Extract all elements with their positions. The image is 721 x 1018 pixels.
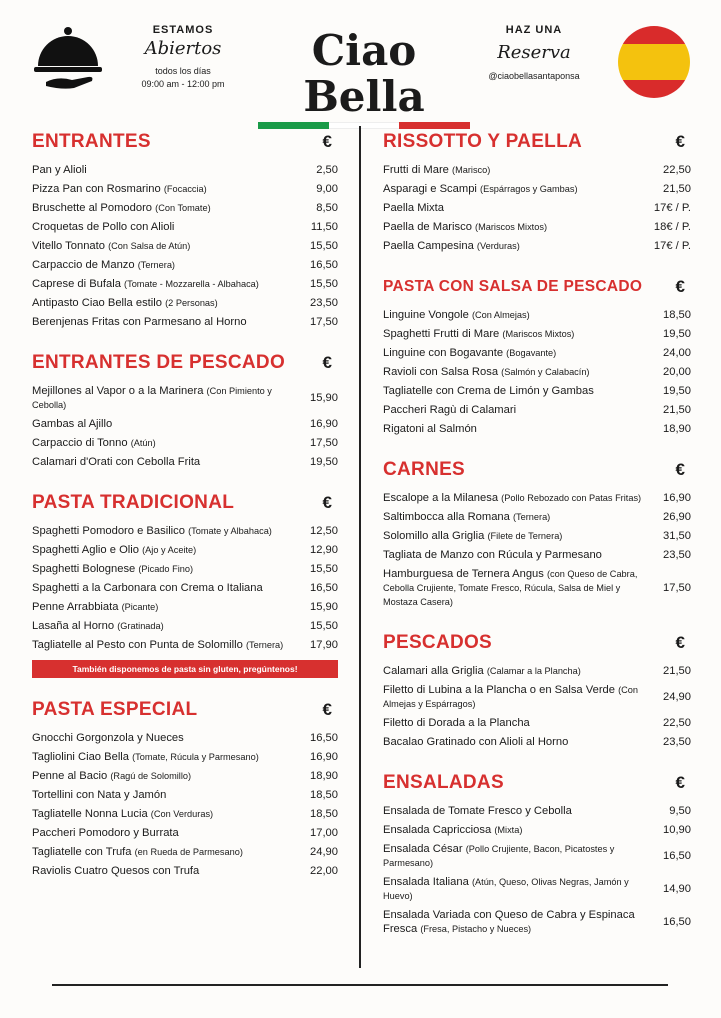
item-name: Mejillones al Vapor o a la Marinera	[32, 384, 204, 397]
item-note: (Con Verduras)	[150, 808, 214, 819]
item-name: Spaghetti Bolognese	[32, 562, 136, 575]
item-name: Antipasto Ciao Bella estilo	[32, 296, 162, 309]
item-name: Raviolis Cuatro Quesos con Trufa	[32, 864, 200, 877]
item-note: (Focaccia)	[163, 183, 207, 194]
section-title: ENTRANTES	[32, 131, 151, 152]
menu-item	[32, 559, 338, 578]
item-price: 8,50	[316, 201, 338, 214]
item-note: (Filete de Ternera)	[487, 530, 563, 541]
item-name: Paccheri Ragù di Calamari	[383, 403, 517, 416]
menu-item	[383, 305, 691, 324]
item-note: (2 Personas)	[165, 297, 218, 308]
section-title: CARNES	[383, 459, 466, 480]
item-note: (en Rueda de Parmesano)	[134, 846, 243, 857]
item-note: (Con Salsa de Atún)	[108, 240, 191, 251]
item-name: Solomillo alla Griglia	[383, 529, 485, 542]
item-name: Tagliatelle Nonna Lucia	[32, 807, 148, 820]
item-name: Paccheri Pomodoro y Burrata	[32, 826, 179, 839]
item-name: Vitello Tonnato	[32, 239, 105, 252]
menu-item	[32, 616, 338, 635]
section-title: RISSOTTO Y PAELLA	[383, 131, 583, 152]
item-price: 17,00	[310, 826, 338, 839]
section-header	[383, 128, 691, 156]
reservation-block	[474, 24, 594, 81]
menu-item	[383, 526, 691, 545]
item-note: (Picante)	[121, 601, 159, 612]
menu-item	[32, 160, 338, 179]
menu-item	[32, 842, 338, 861]
item-note: (Marisco)	[452, 164, 491, 175]
menu-item	[383, 564, 691, 611]
item-name: Ensalada de Tomate Fresco y Cebolla	[383, 804, 572, 817]
menu-item	[32, 217, 338, 236]
item-name: Ensalada Variada con Queso de Cabra y Espinaca Fresca	[383, 908, 635, 935]
menu-item	[383, 400, 691, 419]
item-price: 17€ / P.	[653, 239, 691, 252]
item-price: 19,50	[663, 327, 691, 340]
item-name: Paella Mixta	[383, 201, 444, 214]
item-note: (con Queso de Cabra, Cebolla Crujiente, Tomate Fresco, Rúcula, Salsa de Miel y Mostaza Casera)	[383, 568, 638, 607]
menu-item	[383, 362, 691, 381]
item-price: 2,50	[316, 163, 338, 176]
euro-icon: €	[675, 460, 685, 479]
section-title: PASTA CON SALSA DE PESCADO	[383, 278, 643, 295]
item-name: Paella Campesina	[383, 239, 474, 252]
menu-item	[383, 381, 691, 400]
item-name: Spaghetti Frutti di Mare	[383, 327, 500, 340]
item-note: (Verduras)	[476, 240, 520, 251]
section-title: PESCADOS	[383, 632, 493, 653]
item-price: 22,00	[310, 864, 338, 877]
item-price: 16,50	[663, 915, 691, 928]
item-price: 17,50	[663, 581, 691, 594]
item-price: 15,50	[310, 239, 338, 252]
item-name: Frutti di Mare	[383, 163, 449, 176]
reserve-script-label: Reserva	[497, 42, 571, 63]
column-divider	[359, 126, 361, 968]
euro-icon: €	[322, 132, 332, 151]
menu-item	[32, 635, 338, 654]
item-note: (Pollo Rebozado con Patas Fritas)	[501, 492, 642, 503]
section-header	[32, 696, 338, 724]
menu-item	[383, 661, 691, 680]
item-name: Carpaccio di Tonno	[32, 436, 128, 449]
item-name: Tagliata de Manzo con Rúcula y Parmesano	[383, 548, 602, 561]
item-price: 12,90	[310, 543, 338, 556]
section-header	[383, 769, 691, 797]
menu-header	[0, 0, 721, 121]
item-note: (Atún)	[130, 437, 156, 448]
menu-item	[383, 507, 691, 526]
section-title: ENSALADAS	[383, 772, 504, 793]
section-ensaladas	[383, 769, 691, 938]
section-header	[32, 349, 338, 377]
item-name: Tagliolini Ciao Bella	[32, 750, 130, 763]
euro-icon: €	[322, 493, 332, 512]
item-note: (Con Almejas y Espárragos)	[383, 684, 639, 709]
bottom-rule	[52, 984, 668, 986]
right-column	[383, 128, 691, 956]
menu-item	[383, 872, 691, 905]
menu-item	[32, 804, 338, 823]
item-name: Penne Arrabbiata	[32, 600, 119, 613]
item-name: Linguine Vongole	[383, 308, 469, 321]
brand	[256, 28, 472, 129]
item-note: (Bogavante)	[506, 347, 557, 358]
item-note: (Fresa, Pistacho y Nueces)	[420, 923, 532, 934]
menu-item	[383, 839, 691, 872]
gluten-free-banner: También disponemos de pasta sin gluten, pregúntenos!	[32, 660, 338, 678]
item-price: 23,50	[663, 548, 691, 561]
opening-hours	[128, 24, 238, 91]
left-column	[32, 128, 338, 898]
item-name: Tagliatelle con Trufa	[32, 845, 132, 858]
item-name: Ensalada Capricciosa	[383, 823, 492, 836]
section-pescados	[383, 629, 691, 751]
item-price: 21,50	[663, 664, 691, 677]
menu-item	[32, 540, 338, 559]
open-top-label: ESTAMOS	[152, 24, 214, 36]
item-name: Bruschette al Pomodoro	[32, 201, 153, 214]
section-entrantes-de-pescado	[32, 349, 338, 471]
menu-item	[32, 236, 338, 255]
item-note: (Ternera)	[245, 639, 284, 650]
item-price: 11,50	[310, 220, 338, 233]
section-header	[383, 629, 691, 657]
menu-item	[32, 747, 338, 766]
item-note: (Tomate y Albahaca)	[188, 525, 272, 536]
item-name: Carpaccio de Manzo	[32, 258, 135, 271]
menu-item	[383, 217, 691, 236]
euro-icon: €	[322, 353, 332, 372]
item-price: 15,50	[310, 562, 338, 575]
item-price: 26,90	[663, 510, 691, 523]
item-name: Ravioli con Salsa Rosa	[383, 365, 499, 378]
item-price: 24,90	[663, 690, 691, 703]
item-price: 14,90	[663, 882, 691, 895]
open-script-label: Abiertos	[144, 38, 222, 59]
item-price: 22,50	[663, 163, 691, 176]
item-price: 21,50	[663, 182, 691, 195]
menu-item	[383, 488, 691, 507]
menu-item	[32, 414, 338, 433]
item-price: 16,50	[310, 581, 338, 594]
item-name: Penne al Bacio	[32, 769, 108, 782]
item-note: (Ajo y Aceite)	[142, 544, 197, 555]
item-price: 10,90	[663, 823, 691, 836]
brand-name: Ciao Bella	[303, 26, 425, 121]
item-name: Ensalada César	[383, 842, 463, 855]
menu-item	[32, 198, 338, 217]
item-name: Spaghetti Aglio e Olio	[32, 543, 139, 556]
menu-item	[383, 198, 691, 217]
menu-item	[32, 255, 338, 274]
item-note: (Tomate - Mozzarella - Albahaca)	[124, 278, 259, 289]
item-price: 18,90	[310, 769, 338, 782]
menu-item	[383, 905, 691, 938]
menu-item	[383, 801, 691, 820]
item-price: 18,90	[663, 422, 691, 435]
item-price: 12,50	[310, 524, 338, 537]
item-name: Gambas al Ajillo	[32, 417, 113, 430]
item-note: (Ternera)	[137, 259, 175, 270]
item-name: Spaghetti a la Carbonara con Crema o Italiana	[32, 581, 263, 594]
item-price: 17,50	[310, 436, 338, 449]
menu-item	[32, 521, 338, 540]
item-price: 16,90	[663, 491, 691, 504]
item-price: 16,50	[310, 731, 338, 744]
menu-item	[32, 861, 338, 880]
item-note: (Con Pimiento y Cebolla)	[32, 385, 272, 410]
item-note: (Pollo Crujiente, Bacon, Picatostes y Parmesano)	[383, 843, 615, 868]
euro-icon: €	[322, 700, 332, 719]
section-rissotto-y-paella	[383, 128, 691, 255]
section-title: PASTA TRADICIONAL	[32, 492, 235, 513]
menu-item	[32, 381, 338, 414]
item-name: Filetto di Dorada a la Plancha	[383, 716, 530, 729]
item-price: 21,50	[663, 403, 691, 416]
item-name: Spaghetti Pomodoro e Basilico	[32, 524, 185, 537]
item-price: 23,50	[663, 735, 691, 748]
section-header	[32, 489, 338, 517]
item-name: Linguine con Bogavante	[383, 346, 504, 359]
menu-item	[32, 785, 338, 804]
item-name: Caprese di Bufala	[32, 277, 121, 290]
euro-icon: €	[675, 132, 685, 151]
menu-item	[383, 419, 691, 438]
item-name: Croquetas de Pollo con Alioli	[32, 220, 175, 233]
item-price: 9,00	[316, 182, 338, 195]
item-note: (Tomate, Rúcula y Parmesano)	[132, 751, 259, 762]
item-price: 17,50	[310, 315, 338, 328]
section-header	[383, 456, 691, 484]
item-note: (Gratinada)	[117, 620, 164, 631]
item-note: (Picado Fino)	[138, 563, 194, 574]
item-price: 24,90	[310, 845, 338, 858]
item-name: Bacalao Gratinado con Alioli al Horno	[383, 735, 569, 748]
menu-item	[32, 823, 338, 842]
item-name: Saltimbocca alla Romana	[383, 510, 510, 523]
section-entrantes	[32, 128, 338, 331]
item-price: 22,50	[663, 716, 691, 729]
item-price: 16,50	[663, 849, 691, 862]
item-price: 18,50	[310, 807, 338, 820]
item-note: (Espárragos y Gambas)	[480, 183, 578, 194]
item-price: 24,00	[663, 346, 691, 359]
menu-item	[32, 433, 338, 452]
item-price: 16,50	[310, 258, 338, 271]
section-title: PASTA ESPECIAL	[32, 699, 198, 720]
item-price: 18,50	[663, 308, 691, 321]
item-price: 19,50	[663, 384, 691, 397]
item-note: (Ragú de Solomillo)	[110, 770, 192, 781]
item-name: Berenjenas Fritas con Parmesano al Horno	[32, 315, 247, 328]
item-price: 19,50	[310, 455, 338, 468]
item-price: 17€ / P.	[653, 201, 691, 214]
item-note: (Mixta)	[494, 824, 523, 835]
section-carnes	[383, 456, 691, 611]
instagram-handle[interactable]: @ciaobellasantaponsa	[488, 71, 580, 81]
menu-item	[32, 578, 338, 597]
item-name: Calamari d'Orati con Cebolla Frita	[32, 455, 201, 468]
menu-item	[383, 732, 691, 751]
item-name: Tagliatelle al Pesto con Punta de Solomillo	[32, 638, 243, 651]
item-price: 16,90	[310, 417, 338, 430]
item-note: (Salmón y Calabacín)	[501, 366, 590, 377]
item-price: 31,50	[663, 529, 691, 542]
item-price: 15,90	[310, 600, 338, 613]
item-note: (Mariscos Mixtos)	[502, 328, 575, 339]
item-name: Pizza Pan con Rosmarino	[32, 182, 161, 195]
item-name: Tagliatelle con Crema de Limón y Gambas	[383, 384, 594, 397]
euro-icon: €	[675, 773, 685, 792]
item-name: Paella de Marisco	[383, 220, 472, 233]
menu-item	[383, 343, 691, 362]
section-pasta-especial	[32, 696, 338, 880]
item-note: (Calamar a la Plancha)	[486, 665, 581, 676]
item-price: 15,50	[310, 277, 338, 290]
menu-item	[32, 293, 338, 312]
item-note: (Atún, Queso, Olivas Negras, Jamón y Huevo)	[383, 876, 629, 901]
item-price: 18€ / P.	[653, 220, 691, 233]
menu-item	[32, 766, 338, 785]
item-name: Calamari alla Griglia	[383, 664, 484, 677]
menu-item	[383, 713, 691, 732]
section-pasta-con-salsa-de-pescado	[383, 273, 691, 438]
item-name: Escalope a la Milanesa	[383, 491, 499, 504]
menu-item	[32, 179, 338, 198]
item-price: 15,50	[310, 619, 338, 632]
menu-item	[32, 274, 338, 293]
item-price: 17,90	[310, 638, 338, 651]
open-hours: 09:00 am - 12:00 pm	[141, 79, 225, 89]
menu-item	[383, 236, 691, 255]
menu-item	[32, 312, 338, 331]
item-name: Tortellini con Nata y Jamón	[32, 788, 167, 801]
menu-item	[32, 452, 338, 471]
item-price: 23,50	[310, 296, 338, 309]
menu-item	[32, 728, 338, 747]
item-note: (Ternera)	[512, 511, 551, 522]
item-name: Gnocchi Gorgonzola y Nueces	[32, 731, 184, 744]
menu-item	[32, 597, 338, 616]
euro-icon: €	[675, 277, 685, 296]
item-name: Rigatoni al Salmón	[383, 422, 477, 435]
spain-flag-icon	[618, 26, 690, 98]
cloche-icon	[32, 22, 104, 94]
open-days: todos los días	[155, 66, 211, 76]
item-price: 16,90	[310, 750, 338, 763]
item-name: Hamburguesa de Ternera Angus	[383, 567, 544, 580]
item-name: Asparagi e Scampi	[383, 182, 477, 195]
section-header	[383, 273, 691, 301]
menu-item	[383, 820, 691, 839]
menu-item	[383, 179, 691, 198]
section-pasta-tradicional	[32, 489, 338, 678]
item-note: (Con Tomate)	[155, 202, 211, 213]
section-header	[32, 128, 338, 156]
item-price: 9,50	[669, 804, 691, 817]
item-name: Pan y Alioli	[32, 163, 87, 176]
item-note: (Con Almejas)	[471, 309, 530, 320]
item-name: Ensalada Italiana	[383, 875, 469, 888]
item-note: (Mariscos Mixtos)	[475, 221, 548, 232]
euro-icon: €	[675, 633, 685, 652]
menu-item	[383, 545, 691, 564]
reserve-top-label: HAZ UNA	[505, 24, 563, 36]
section-title: ENTRANTES DE PESCADO	[32, 352, 286, 373]
menu-item	[383, 160, 691, 179]
item-name: Lasaña al Horno	[32, 619, 115, 632]
item-price: 20,00	[663, 365, 691, 378]
menu-item	[383, 680, 691, 713]
item-price: 15,90	[310, 391, 338, 404]
menu-item	[383, 324, 691, 343]
item-price: 18,50	[310, 788, 338, 801]
item-name: Filetto di Lubina a la Plancha o en Salsa Verde	[383, 683, 615, 696]
